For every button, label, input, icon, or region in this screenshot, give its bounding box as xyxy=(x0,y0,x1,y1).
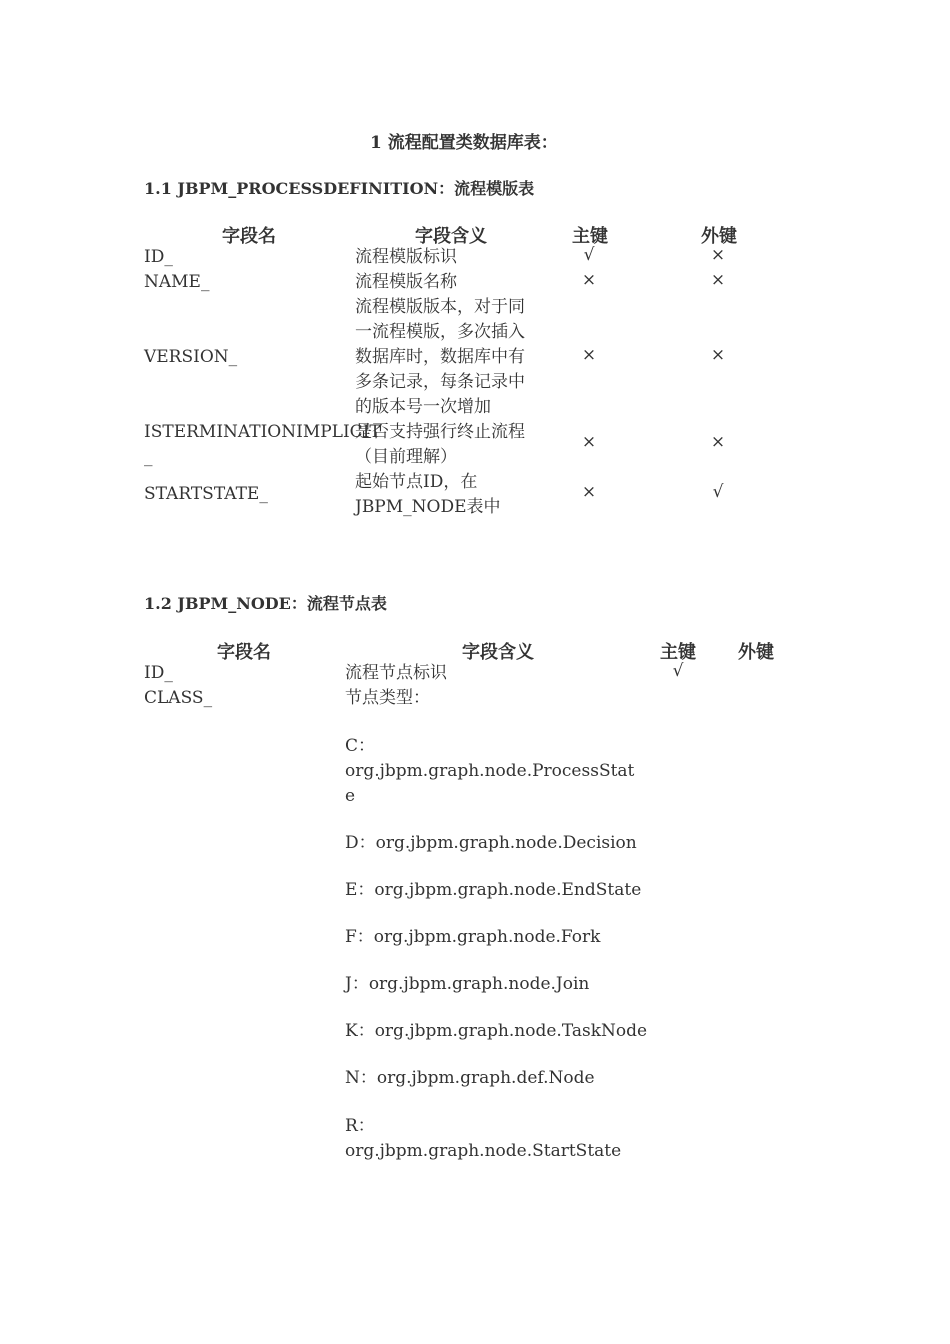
foreign-key-mark: × xyxy=(710,345,726,365)
header-primary-key: 主键 xyxy=(572,226,608,247)
class-type-item-value: org.jbpm.graph.node.ProcessStat xyxy=(345,761,635,781)
class-type-item: E：org.jbpm.graph.node.EndState xyxy=(345,880,642,900)
field-name: ISTERMINATIONIMPLICIT _ xyxy=(144,422,381,467)
field-meaning: 流程节点标识 xyxy=(345,663,447,683)
header-field-meaning: 字段含义 xyxy=(415,226,487,247)
field-name: STARTSTATE_ xyxy=(144,484,268,504)
field-meaning: 流程模版名称 xyxy=(355,272,457,292)
foreign-key-mark: × xyxy=(710,270,726,290)
field-name: ID_ xyxy=(144,663,173,683)
field-meaning: 节点类型： xyxy=(345,688,430,708)
class-type-item: R： xyxy=(345,1116,375,1136)
header-primary-key: 主键 xyxy=(660,642,696,663)
document-title: 1 流程配置类数据库表： xyxy=(370,133,558,153)
header-field-name: 字段名 xyxy=(222,226,276,247)
foreign-key-mark: √ xyxy=(712,482,724,502)
foreign-key-mark: × xyxy=(710,245,726,265)
class-type-item-value: e xyxy=(345,786,356,806)
field-name: ID_ xyxy=(144,247,173,267)
class-type-item: D：org.jbpm.graph.node.Decision xyxy=(345,833,637,853)
primary-key-mark: × xyxy=(581,432,597,452)
primary-key-mark: × xyxy=(581,270,597,290)
header-field-meaning: 字段含义 xyxy=(462,642,534,663)
primary-key-mark: √ xyxy=(583,245,595,265)
field-name: CLASS_ xyxy=(144,688,213,708)
primary-key-mark: × xyxy=(581,482,597,502)
field-meaning: 流程模版版本，对于同 一流程模版，多次插入 数据库时，数据库中有 多条记录，每条记录中 的版本号一次增加 xyxy=(355,297,525,417)
field-meaning: 是否支持强行终止流程 （目前理解） xyxy=(355,422,525,467)
class-type-item: N：org.jbpm.graph.def.Node xyxy=(345,1068,595,1088)
foreign-key-mark: × xyxy=(710,432,726,452)
field-meaning: 起始节点ID，在 JBPM_NODE表中 xyxy=(355,472,501,517)
header-field-name: 字段名 xyxy=(217,642,271,663)
field-meaning: 流程模版标识 xyxy=(355,247,457,267)
header-foreign-key: 外键 xyxy=(738,642,774,663)
primary-key-mark: × xyxy=(581,345,597,365)
field-name: NAME_ xyxy=(144,272,210,292)
primary-key-mark: √ xyxy=(672,661,684,681)
section-2-heading: 1.2 JBPM_NODE：流程节点表 xyxy=(144,594,387,613)
class-type-item-value: org.jbpm.graph.node.StartState xyxy=(345,1141,622,1161)
class-type-item: K：org.jbpm.graph.node.TaskNode xyxy=(345,1021,648,1041)
class-type-item: C： xyxy=(345,736,376,756)
section-1-heading: 1.1 JBPM_PROCESSDEFINITION：流程模版表 xyxy=(144,179,535,198)
header-foreign-key: 外键 xyxy=(701,226,737,247)
field-name: VERSION_ xyxy=(144,347,238,367)
class-type-item: J：org.jbpm.graph.node.Join xyxy=(345,974,590,994)
class-type-item: F：org.jbpm.graph.node.Fork xyxy=(345,927,601,947)
